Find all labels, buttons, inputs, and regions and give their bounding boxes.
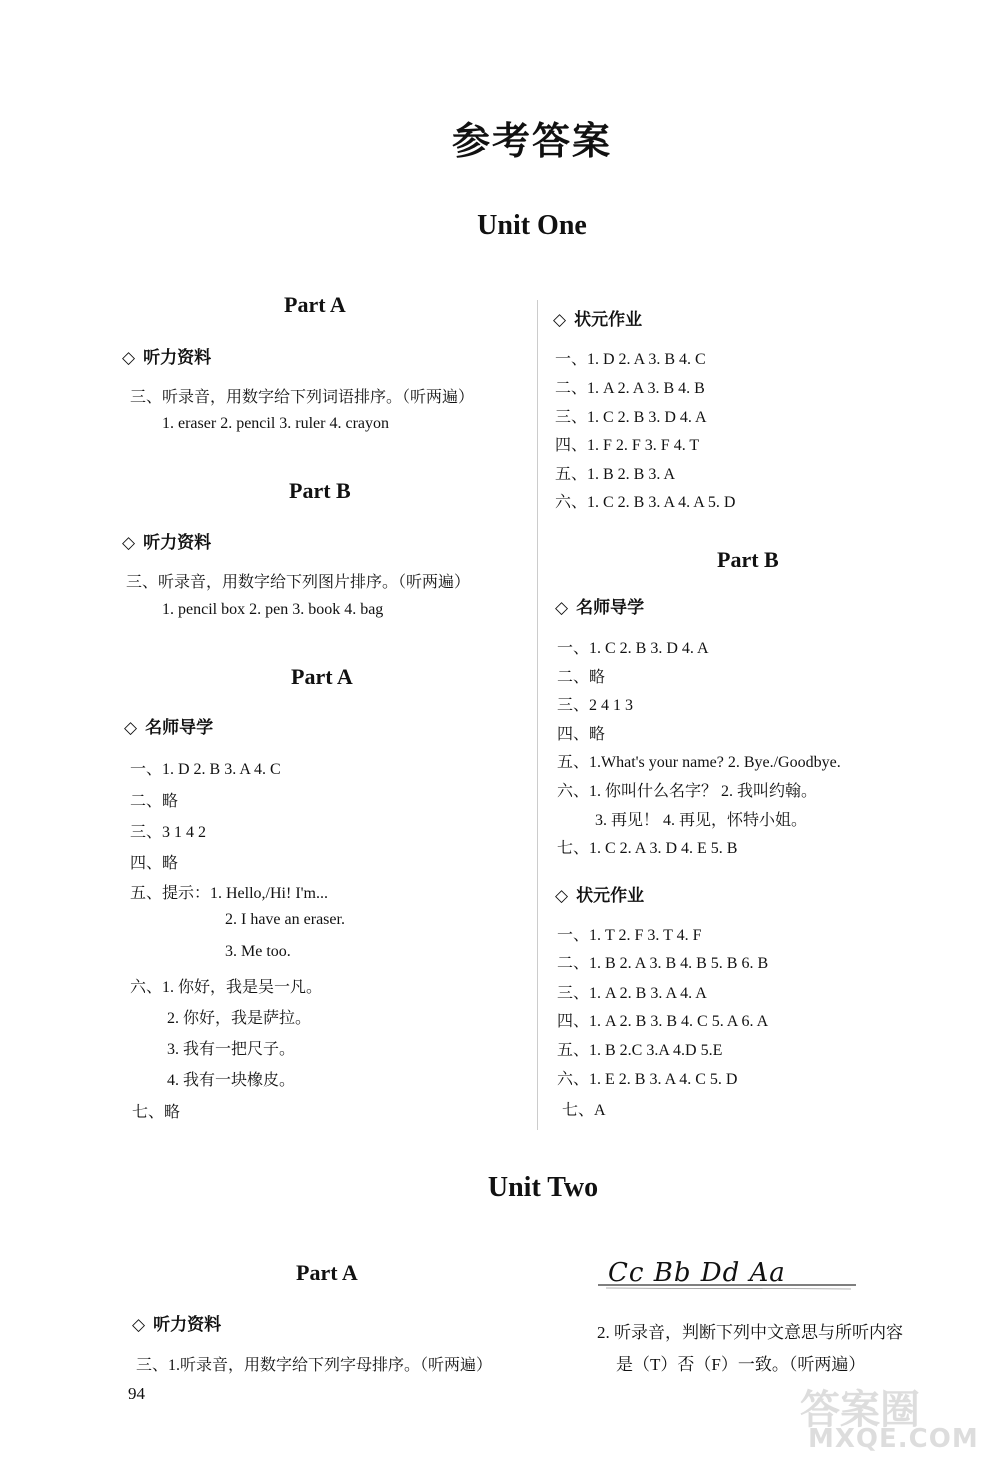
page-title: 参考答案 xyxy=(451,118,612,163)
section-heading-teacher-guide: ◇ 名师导学 xyxy=(124,718,214,738)
answer-line: 2. I have an eraser. xyxy=(225,911,345,928)
section-heading-teacher-guide: ◇ 名师导学 xyxy=(555,598,645,618)
section-heading-homework: ◇ 状元作业 xyxy=(553,310,643,330)
question-line: 是（T）否（F）一致。（听两遍） xyxy=(616,1355,866,1374)
diamond-icon: ◇ xyxy=(122,348,136,368)
answer-line: 四、略 xyxy=(557,726,606,743)
answer-line: 二、1. B 2. A 3. B 4. B 5. B 6. B xyxy=(557,955,769,972)
section-heading-listening: ◇ 听力资料 xyxy=(122,533,212,553)
diamond-icon: ◇ xyxy=(132,1315,146,1335)
answer-line: 六、1. 你好，我是吴一凡。 xyxy=(130,979,323,996)
answer-line: 3. 我有一把尺子。 xyxy=(167,1041,296,1058)
answer-line: 三、1. A 2. B 3. A 4. A xyxy=(557,985,707,1002)
answer-line: 一、1. T 2. F 3. T 4. F xyxy=(557,927,702,944)
watermark-logo: 答案圈 xyxy=(800,1387,920,1433)
answer-line: 七、略 xyxy=(132,1104,181,1121)
answer-line: 3. 再见！ 4. 再见，怀特小姐。 xyxy=(595,812,808,829)
answer-line: 四、1. F 2. F 3. F 4. T xyxy=(555,437,700,454)
answer-line: 六、1. C 2. B 3. A 4. A 5. D xyxy=(555,494,736,511)
answer-line: 3. Me too. xyxy=(225,943,291,960)
answer-line: 四、1. A 2. B 3. B 4. C 5. A 6. A xyxy=(557,1013,769,1030)
part-b-title: Part B xyxy=(289,478,351,503)
question-line: 2. 听录音，判断下列中文意思与所听内容 xyxy=(597,1323,903,1342)
section-heading-homework: ◇ 状元作业 xyxy=(555,886,645,906)
answer-line: 三、2 4 1 3 xyxy=(557,697,634,714)
column-divider xyxy=(537,300,538,1130)
answer-line: 六、1. E 2. B 3. A 4. C 5. D xyxy=(557,1071,738,1088)
diamond-icon: ◇ xyxy=(122,533,136,553)
question-line: 三、1.听录音，用数字给下列字母排序。（听两遍） xyxy=(136,1357,493,1374)
answer-line: 六、1. 你叫什么名字？ 2. 我叫约翰。 xyxy=(557,783,818,800)
diamond-icon: ◇ xyxy=(555,598,569,618)
diamond-icon: ◇ xyxy=(124,718,138,738)
answer-line: 三、1. C 2. B 3. D 4. A xyxy=(555,409,707,426)
part-a-title: Part A xyxy=(291,664,353,689)
question-line: 三、听录音，用数字给下列图片排序。（听两遍） xyxy=(126,574,471,591)
answer-line: 一、1. D 2. A 3. B 4. C xyxy=(555,351,706,368)
unit-one-title: Unit One xyxy=(477,210,587,241)
answer-line: 五、1.What's your name? 2. Bye./Goodbye. xyxy=(557,754,841,771)
answer-line: 一、1. D 2. B 3. A 4. C xyxy=(130,761,281,778)
answer-line: 四、略 xyxy=(130,855,179,872)
unit-two-title: Unit Two xyxy=(487,1172,599,1203)
answer-line: 五、1. B 2.C 3.A 4.D 5.E xyxy=(557,1042,723,1059)
part-a-title: Part A xyxy=(296,1260,358,1285)
answer-line: 五、1. B 2. B 3. A xyxy=(555,466,676,483)
answer-line: 1. eraser 2. pencil 3. ruler 4. crayon xyxy=(162,415,390,432)
answer-line: 4. 我有一块橡皮。 xyxy=(167,1072,296,1089)
part-b-title: Part B xyxy=(717,547,779,572)
diamond-icon: ◇ xyxy=(553,310,567,330)
answer-line: 二、略 xyxy=(557,669,606,686)
section-heading-listening: ◇ 听力资料 xyxy=(122,348,212,368)
diamond-icon: ◇ xyxy=(555,886,569,906)
watermark-url: MXQE.COM xyxy=(808,1424,979,1454)
answer-line: 2. 你好，我是萨拉。 xyxy=(167,1010,312,1027)
answer-line: 五、提示：1. Hello,/Hi! I'm... xyxy=(130,885,328,902)
page-number: 94 xyxy=(128,1384,145,1403)
answer-line: 二、略 xyxy=(130,793,179,810)
answer-line: 二、1. A 2. A 3. B 4. B xyxy=(555,380,705,397)
answer-line: 一、1. C 2. B 3. D 4. A xyxy=(557,640,709,657)
answer-line: 七、A xyxy=(562,1102,606,1119)
handwritten-letters xyxy=(596,1258,858,1294)
question-line: 三、听录音，用数字给下列词语排序。（听两遍） xyxy=(130,389,475,406)
handwriting-text: Cc Bb Dd Aa xyxy=(608,1258,786,1288)
answer-line: 三、3 1 4 2 xyxy=(130,824,207,841)
answer-line: 1. pencil box 2. pen 3. book 4. bag xyxy=(162,601,384,618)
part-a-title: Part A xyxy=(284,292,346,317)
answer-line: 七、1. C 2. A 3. D 4. E 5. B xyxy=(557,840,738,857)
section-heading-listening: ◇ 听力资料 xyxy=(132,1315,222,1335)
